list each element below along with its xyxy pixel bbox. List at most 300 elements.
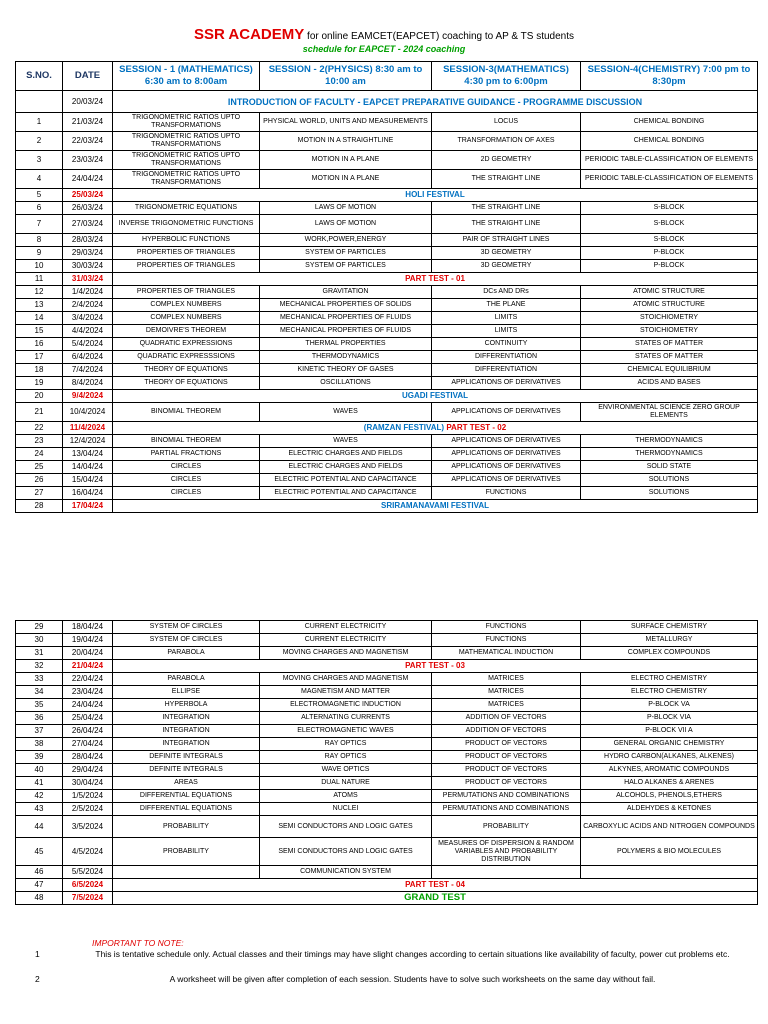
table-row [16,751,758,764]
cell-date: 7/4/2024 [63,364,113,377]
cell-date: 4/4/2024 [63,325,113,338]
cell-s2: MOTION IN A STRAIGHTLINE [260,132,432,151]
cell-sno: 21 [16,403,63,422]
cell-s2: GRAVITATION [260,286,432,299]
cell-s3: ADDITION OF VECTORS [432,725,581,738]
event-row [16,189,758,202]
col-header-session-3: SESSION-3(MATHEMATICS) 4:30 pm to 6:00pm [432,62,581,91]
cell-s2: MOVING CHARGES AND MAGNETISM [260,647,432,660]
cell-s3: THE STRAIGHT LINE [432,215,581,234]
cell-date: 16/04/24 [63,487,113,500]
cell-s4: S-BLOCK [581,215,758,234]
cell-date: 4/5/2024 [63,838,113,866]
cell-s2: THERMAL PROPERTIES [260,338,432,351]
table-row [16,377,758,390]
cell-s2: ELECTRIC CHARGES AND FIELDS [260,448,432,461]
cell-s3: MATRICES [432,699,581,712]
cell-s3: MATRICES [432,673,581,686]
cell-date: 18/04/24 [63,621,113,634]
cell-s1: TRIGONOMETRIC RATIOS UPTO TRANSFORMATIONS [113,132,260,151]
cell-s1: HYPERBOLA [113,699,260,712]
cell-s1: COMPLEX NUMBERS [113,299,260,312]
cell-s3: PERMUTATIONS AND COMBINATIONS [432,803,581,816]
event-row [16,390,758,403]
cell-sno: 37 [16,725,63,738]
cell-s4: CARBOXYLIC ACIDS AND NITROGEN COMPOUNDS [581,816,758,838]
table-row [16,738,758,751]
event-label [113,422,758,435]
cell-sno: 38 [16,738,63,751]
cell-s4: GENERAL ORGANIC CHEMISTRY [581,738,758,751]
cell-s2: MOTION IN A PLANE [260,151,432,170]
col-header-session-2: SESSION - 2(PHYSICS) 8:30 am to 10:00 am [260,62,432,91]
cell-date: 3/5/2024 [63,816,113,838]
note-item [30,974,750,985]
table-row [16,448,758,461]
cell-s2: MOTION IN A PLANE [260,170,432,189]
cell-date: 20/04/24 [63,647,113,660]
cell-sno: 36 [16,712,63,725]
table-row [16,634,758,647]
cell-s4: ENVIRONMENTAL SCIENCE ZERO GROUP ELEMENTS [581,403,758,422]
cell-s3: DIFFERENTIATION [432,364,581,377]
event-label-part: PART TEST - 02 [444,423,507,432]
note-number: 2 [35,974,40,984]
cell-sno: 35 [16,699,63,712]
cell-s4: P-BLOCK VII A [581,725,758,738]
cell-s2: CURRENT ELECTRICITY [260,621,432,634]
cell-sno: 3 [16,151,63,170]
intro-row [16,91,758,113]
table-row [16,461,758,474]
col-header-date: DATE [63,62,113,91]
cell-s1: AREAS [113,777,260,790]
cell-date: 22/03/24 [63,132,113,151]
cell-s4: P-BLOCK VIA [581,712,758,725]
cell-s3: THE STRAIGHT LINE [432,170,581,189]
table-row [16,725,758,738]
cell-sno: 32 [16,660,63,673]
cell-s1: PARABOLA [113,647,260,660]
cell-s2: COMMUNICATION SYSTEM [260,866,432,879]
intro-sno [16,91,63,113]
cell-s2: ELECTRIC CHARGES AND FIELDS [260,461,432,474]
cell-s3: CONTINUITY [432,338,581,351]
cell-sno: 6 [16,202,63,215]
cell-s4: P-BLOCK VA [581,699,758,712]
cell-s3: APPLICATIONS OF DERIVATIVES [432,435,581,448]
cell-date: 27/03/24 [63,215,113,234]
cell-s2: SYSTEM OF PARTICLES [260,260,432,273]
cell-s2: LAWS OF MOTION [260,202,432,215]
cell-date: 29/03/24 [63,247,113,260]
event-label: SRIRAMANAVAMI FESTIVAL [113,500,758,513]
cell-sno: 31 [16,647,63,660]
cell-s3: MEASURES OF DISPERSION & RANDOM VARIABLES AND PROBABILITY DISTRIBUTION [432,838,581,866]
event-label: UGADI FESTIVAL [113,390,758,403]
cell-s2: MAGNETISM AND MATTER [260,686,432,699]
cell-date: 19/04/24 [63,634,113,647]
cell-sno: 42 [16,790,63,803]
cell-s4: STATES OF MATTER [581,338,758,351]
cell-s1: DIFFERENTIAL EQUATIONS [113,790,260,803]
cell-s1: CIRCLES [113,474,260,487]
cell-sno: 1 [16,113,63,132]
cell-s1: DIFFERENTIAL EQUATIONS [113,803,260,816]
cell-s2: WORK,POWER,ENERGY [260,234,432,247]
cell-s4: ACIDS AND BASES [581,377,758,390]
cell-s3: 3D GEOMETRY [432,247,581,260]
cell-s4: SOLID STATE [581,461,758,474]
cell-sno: 29 [16,621,63,634]
cell-sno: 33 [16,673,63,686]
cell-s1: THEORY OF EQUATIONS [113,377,260,390]
table-row [16,699,758,712]
cell-s1: THEORY OF EQUATIONS [113,364,260,377]
cell-s1: BINOMIAL THEOREM [113,403,260,422]
cell-s2: RAY OPTICS [260,738,432,751]
cell-date: 22/04/24 [63,673,113,686]
cell-sno: 12 [16,286,63,299]
event-row [16,422,758,435]
cell-s1: PARABOLA [113,673,260,686]
cell-sno: 2 [16,132,63,151]
cell-s1: TRIGONOMETRIC RATIOS UPTO TRANSFORMATIONS [113,151,260,170]
cell-s2: MECHANICAL PROPERTIES OF SOLIDS [260,299,432,312]
cell-sno: 19 [16,377,63,390]
cell-s4: STATES OF MATTER [581,351,758,364]
cell-s3: PROBABILITY [432,816,581,838]
note-text: This is tentative schedule only. Actual classes and their timings may have slight changes according to certain situations like availability of faculty, power cut problems etc. [95,949,730,959]
cell-s3: TRANSFORMATION OF AXES [432,132,581,151]
cell-date: 6/5/2024 [63,879,113,892]
cell-date: 21/04/24 [63,660,113,673]
cell-s3 [432,866,581,879]
table-row [16,260,758,273]
cell-s1: PROBABILITY [113,816,260,838]
table-row [16,712,758,725]
cell-s1: HYPERBOLIC FUNCTIONS [113,234,260,247]
event-row [16,892,758,905]
cell-sno: 44 [16,816,63,838]
cell-date: 23/04/24 [63,686,113,699]
cell-s4: SURFACE CHEMISTRY [581,621,758,634]
table-row [16,299,758,312]
cell-date: 2/5/2024 [63,803,113,816]
cell-s4: METALLURGY [581,634,758,647]
cell-date: 13/04/24 [63,448,113,461]
table-row [16,487,758,500]
cell-s3: THE PLANE [432,299,581,312]
cell-s3: MATHEMATICAL INDUCTION [432,647,581,660]
table-row [16,474,758,487]
cell-s4: P-BLOCK [581,247,758,260]
cell-s4: STOICHIOMETRY [581,312,758,325]
table-row [16,247,758,260]
cell-s3: THE STRAIGHT LINE [432,202,581,215]
cell-s4: ATOMIC STRUCTURE [581,299,758,312]
table-row [16,686,758,699]
cell-sno: 22 [16,422,63,435]
cell-sno: 20 [16,390,63,403]
cell-date: 26/03/24 [63,202,113,215]
cell-s1: SYSTEM OF CIRCLES [113,621,260,634]
cell-s2: ATOMS [260,790,432,803]
cell-s4: HYDRO CARBON(ALKANES, ALKENES) [581,751,758,764]
cell-s1: BINOMIAL THEOREM [113,435,260,448]
cell-s4: P-BLOCK [581,260,758,273]
table-row [16,113,758,132]
cell-s2: DUAL NATURE [260,777,432,790]
cell-sno: 7 [16,215,63,234]
cell-date: 2/4/2024 [63,299,113,312]
cell-s4: ALDEHYDES & KETONES [581,803,758,816]
cell-s1: PROPERTIES OF TRIANGLES [113,247,260,260]
table-row [16,351,758,364]
note-item [30,949,750,960]
table-row [16,777,758,790]
cell-s2: RAY OPTICS [260,751,432,764]
event-row [16,879,758,892]
cell-s1: CIRCLES [113,461,260,474]
cell-date: 17/04/24 [63,500,113,513]
cell-s4: SOLUTIONS [581,474,758,487]
table-row [16,312,758,325]
cell-s1: PARTIAL FRACTIONS [113,448,260,461]
cell-s3: LIMITS [432,312,581,325]
cell-s3: FUNCTIONS [432,634,581,647]
cell-sno: 45 [16,838,63,866]
cell-date: 10/4/2024 [63,403,113,422]
cell-s1: COMPLEX NUMBERS [113,312,260,325]
cell-date: 23/03/24 [63,151,113,170]
cell-s4: POLYMERS & BIO MOLECULES [581,838,758,866]
cell-s3: APPLICATIONS OF DERIVATIVES [432,377,581,390]
cell-date: 28/04/24 [63,751,113,764]
cell-s3: FUNCTIONS [432,487,581,500]
table-row [16,215,758,234]
cell-sno: 8 [16,234,63,247]
page-header [0,28,768,55]
cell-s3: PERMUTATIONS AND COMBINATIONS [432,790,581,803]
cell-date: 26/04/24 [63,725,113,738]
cell-date: 29/04/24 [63,764,113,777]
cell-s4: ALCOHOLS, PHENOLS,ETHERS [581,790,758,803]
title-line [0,28,768,44]
schedule-table-2 [15,620,758,905]
event-label: GRAND TEST [113,892,758,905]
cell-s1: INTEGRATION [113,725,260,738]
col-header-session-4: SESSION-4(CHEMISTRY) 7:00 pm to 8:30pm [581,62,758,91]
cell-date: 30/03/24 [63,260,113,273]
table-row [16,338,758,351]
event-row [16,660,758,673]
cell-s3: FUNCTIONS [432,621,581,634]
cell-date: 24/04/24 [63,170,113,189]
cell-sno: 9 [16,247,63,260]
cell-s4: CHEMICAL BONDING [581,113,758,132]
cell-sno: 18 [16,364,63,377]
cell-s1: DEMOIVRE'S THEOREM [113,325,260,338]
cell-s2: OSCILLATIONS [260,377,432,390]
cell-s1: QUADRATIC EXPRESSIONS [113,338,260,351]
note-text: A worksheet will be given after completion of each session. Students have to solve such worksheets on the same day without fail. [169,974,656,984]
cell-s3: PRODUCT OF VECTORS [432,777,581,790]
table-row [16,234,758,247]
cell-date: 1/5/2024 [63,790,113,803]
cell-sno: 34 [16,686,63,699]
cell-s3: DCs AND DRs [432,286,581,299]
cell-date: 27/04/24 [63,738,113,751]
cell-sno: 23 [16,435,63,448]
cell-sno: 4 [16,170,63,189]
event-label: HOLI FESTIVAL [113,189,758,202]
cell-s1: PROPERTIES OF TRIANGLES [113,286,260,299]
cell-s2: LAWS OF MOTION [260,215,432,234]
tagline: for online EAMCET(EAPCET) coaching to AP & TS students [304,31,575,42]
cell-s3: APPLICATIONS OF DERIVATIVES [432,448,581,461]
cell-s2: ELECTROMAGNETIC WAVES [260,725,432,738]
cell-s4: STOICHIOMETRY [581,325,758,338]
cell-sno: 26 [16,474,63,487]
cell-s4: HALO ALKANES & ARENES [581,777,758,790]
cell-sno: 17 [16,351,63,364]
cell-s3: MATRICES [432,686,581,699]
table-row [16,202,758,215]
cell-s3: LIMITS [432,325,581,338]
table-row [16,621,758,634]
cell-s2: KINETIC THEORY OF GASES [260,364,432,377]
cell-date: 25/04/24 [63,712,113,725]
table-row [16,151,758,170]
table-row [16,764,758,777]
table-row [16,803,758,816]
cell-s3: APPLICATIONS OF DERIVATIVES [432,474,581,487]
cell-s2: WAVE OPTICS [260,764,432,777]
cell-sno: 10 [16,260,63,273]
cell-date: 21/03/24 [63,113,113,132]
cell-date: 5/4/2024 [63,338,113,351]
cell-s4 [581,866,758,879]
cell-date: 25/03/24 [63,189,113,202]
cell-s3: PRODUCT OF VECTORS [432,751,581,764]
cell-date: 24/04/24 [63,699,113,712]
notes-heading: IMPORTANT TO NOTE: [92,938,184,948]
cell-sno: 13 [16,299,63,312]
cell-s1: DEFINITE INTEGRALS [113,764,260,777]
cell-date: 14/04/24 [63,461,113,474]
cell-s1: TRIGONOMETRIC RATIOS UPTO TRANSFORMATIONS [113,170,260,189]
cell-date: 7/5/2024 [63,892,113,905]
cell-sno: 40 [16,764,63,777]
cell-s2: CURRENT ELECTRICITY [260,634,432,647]
cell-s2: THERMODYNAMICS [260,351,432,364]
table-row [16,286,758,299]
cell-s4: COMPLEX COMPOUNDS [581,647,758,660]
cell-s2: ALTERNATING CURRENTS [260,712,432,725]
cell-s1: PROBABILITY [113,838,260,866]
table-row [16,170,758,189]
cell-s4: ALKYNES, AROMATIC COMPOUNDS [581,764,758,777]
cell-sno: 46 [16,866,63,879]
cell-s4: ELECTRO CHEMISTRY [581,673,758,686]
cell-sno: 15 [16,325,63,338]
cell-date: 5/5/2024 [63,866,113,879]
cell-date: 6/4/2024 [63,351,113,364]
cell-sno: 43 [16,803,63,816]
cell-sno: 30 [16,634,63,647]
col-header-session-1: SESSION - 1 (MATHEMATICS) 6:30 am to 8:00am [113,62,260,91]
table-row [16,647,758,660]
cell-s4: ATOMIC STRUCTURE [581,286,758,299]
cell-sno: 28 [16,500,63,513]
brand-name: SSR ACADEMY [193,26,305,43]
cell-sno: 11 [16,273,63,286]
table-row [16,790,758,803]
event-label: PART TEST - 03 [113,660,758,673]
cell-s2: WAVES [260,403,432,422]
cell-date: 28/03/24 [63,234,113,247]
cell-s1 [113,866,260,879]
cell-s1: SYSTEM OF CIRCLES [113,634,260,647]
cell-date: 8/4/2024 [63,377,113,390]
cell-s3: PRODUCT OF VECTORS [432,738,581,751]
cell-s1: INTEGRATION [113,738,260,751]
cell-sno: 41 [16,777,63,790]
cell-s3: LOCUS [432,113,581,132]
cell-s1: QUADRATIC EXPRESSSIONS [113,351,260,364]
cell-s4: CHEMICAL EQUILIBRIUM [581,364,758,377]
cell-s4: SOLUTIONS [581,487,758,500]
cell-date: 1/4/2024 [63,286,113,299]
cell-sno: 24 [16,448,63,461]
cell-sno: 27 [16,487,63,500]
cell-s2: MECHANICAL PROPERTIES OF FLUIDS [260,312,432,325]
cell-s2: SEMI CONDUCTORS AND LOGIC GATES [260,838,432,866]
cell-s4: PERIODIC TABLE-CLASSIFICATION OF ELEMENTS [581,170,758,189]
cell-s1: TRIGONOMETRIC RATIOS UPTO TRANSFORMATIONS [113,113,260,132]
table-header-row [16,62,758,91]
schedule-table-1 [15,61,758,513]
cell-sno: 14 [16,312,63,325]
cell-s4: ELECTRO CHEMISTRY [581,686,758,699]
schedule-subtitle: schedule for EAPCET - 2024 coaching [302,44,466,54]
cell-sno: 39 [16,751,63,764]
cell-date: 3/4/2024 [63,312,113,325]
cell-date: 11/4/2024 [63,422,113,435]
cell-s4: PERIODIC TABLE-CLASSIFICATION OF ELEMENTS [581,151,758,170]
cell-s2: MOVING CHARGES AND MAGNETISM [260,673,432,686]
table-row [16,435,758,448]
cell-s4: THERMODYNAMICS [581,435,758,448]
table-row [16,838,758,866]
table-row [16,325,758,338]
cell-s2: WAVES [260,435,432,448]
col-header-sno: S.NO. [16,62,63,91]
cell-s3: PAIR OF STRAIGHT LINES [432,234,581,247]
cell-s2: ELECTRIC POTENTIAL AND CAPACITANCE [260,487,432,500]
event-row [16,500,758,513]
cell-date: 9/4/2024 [63,390,113,403]
cell-s3: DIFFERENTIATION [432,351,581,364]
cell-s1: INTEGRATION [113,712,260,725]
intro-text: INTRODUCTION OF FACULTY - EAPCET PREPARATIVE GUIDANCE - PROGRAMME DISCUSSION [113,91,758,113]
event-row [16,273,758,286]
table-row [16,866,758,879]
cell-s2: PHYSICAL WORLD, UNITS AND MEASUREMENTS [260,113,432,132]
cell-s2: NUCLEI [260,803,432,816]
cell-date: 31/03/24 [63,273,113,286]
